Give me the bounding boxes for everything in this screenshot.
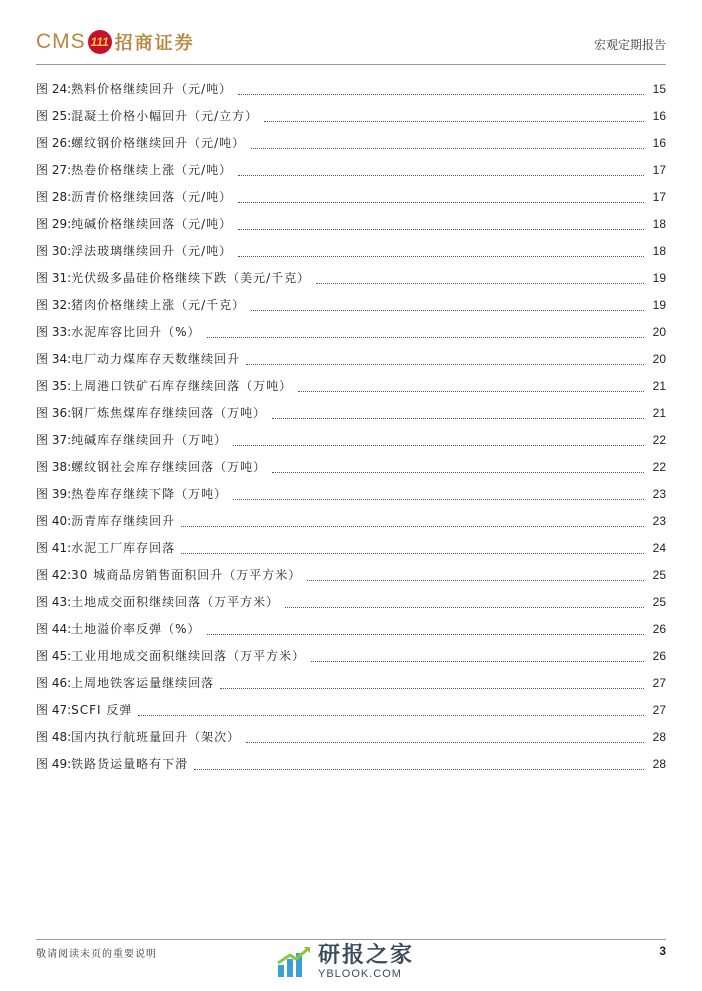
- page-ref: 15: [652, 81, 666, 96]
- dot-leader: [238, 255, 644, 257]
- page-ref: 18: [652, 243, 666, 258]
- page-ref: 17: [652, 162, 666, 177]
- toc-entry[interactable]: [36, 318, 666, 345]
- figure-title: 混凝土价格小幅回升（元/立方）: [71, 109, 259, 123]
- toc-entry[interactable]: [36, 75, 666, 102]
- figure-title: 螺纹钢价格继续回升（元/吨）: [71, 136, 246, 150]
- page-ref: 25: [652, 567, 666, 582]
- footer-disclaimer: 敬请阅读末页的重要说明: [36, 949, 157, 960]
- dot-leader: [285, 606, 644, 608]
- toc-entry[interactable]: [36, 480, 666, 507]
- dot-leader: [181, 525, 644, 527]
- figure-label: 图 49:: [36, 757, 72, 771]
- toc-entry[interactable]: [36, 696, 666, 723]
- figure-label: 图 36:: [36, 406, 72, 420]
- figure-label: 图 38:: [36, 460, 72, 474]
- page-ref: 27: [652, 675, 666, 690]
- figure-label: 图 34:: [36, 352, 72, 366]
- dot-leader: [246, 741, 644, 743]
- dot-leader: [238, 201, 644, 203]
- figure-label: 图 29:: [36, 217, 72, 231]
- figure-title: 电厂动力煤库存天数继续回升: [71, 352, 241, 366]
- figure-title: 水泥工厂库存回落: [71, 541, 176, 555]
- toc-entry[interactable]: [36, 372, 666, 399]
- logo-chinese-text: 招商证券: [114, 33, 195, 54]
- dot-leader: [316, 282, 644, 284]
- dot-leader: [272, 471, 644, 473]
- figure-label: 图 26:: [36, 136, 72, 150]
- figure-title: 铁路货运量略有下滑: [71, 757, 189, 771]
- dot-leader: [307, 579, 644, 581]
- page-ref: 19: [652, 270, 666, 285]
- toc-entry[interactable]: [36, 615, 666, 642]
- page-ref: 21: [652, 405, 666, 420]
- toc-entry[interactable]: [36, 507, 666, 534]
- report-type: 宏观定期报告: [593, 38, 666, 52]
- page-ref: 25: [652, 594, 666, 609]
- dot-leader: [181, 552, 644, 554]
- toc-entry[interactable]: [36, 561, 666, 588]
- figure-title: 热卷库存继续下降（万吨）: [71, 487, 228, 501]
- figure-title: 30 城商品房销售面积回升（万平方米）: [71, 568, 302, 582]
- figure-table-of-contents: [36, 75, 666, 777]
- figure-title: 沥青价格继续回落（元/吨）: [71, 190, 233, 204]
- figure-title: 土地溢价率反弹（%）: [71, 622, 201, 636]
- figure-title: 上周港口铁矿石库存继续回落（万吨）: [71, 379, 293, 393]
- figure-title: SCFI 反弹: [71, 703, 133, 717]
- figure-label: 图 40:: [36, 514, 72, 528]
- figure-label: 图 47:: [36, 703, 72, 717]
- logo-cms-text: CMS: [36, 30, 86, 53]
- dot-leader: [194, 768, 644, 770]
- page-ref: 26: [652, 621, 666, 636]
- figure-label: 图 41:: [36, 541, 72, 555]
- toc-entry[interactable]: [36, 156, 666, 183]
- toc-entry[interactable]: [36, 750, 666, 777]
- toc-entry[interactable]: [36, 210, 666, 237]
- dot-leader: [251, 309, 644, 311]
- watermark-cn: 研报之家: [318, 943, 415, 968]
- page-ref: 20: [652, 324, 666, 339]
- figure-label: 图 39:: [36, 487, 72, 501]
- dot-leader: [298, 390, 644, 392]
- toc-entry[interactable]: [36, 669, 666, 696]
- figure-title: 热卷价格继续上涨（元/吨）: [71, 163, 233, 177]
- dot-leader: [311, 660, 644, 662]
- dot-leader: [238, 228, 644, 230]
- brand-logo: [36, 22, 195, 62]
- dot-leader: [233, 498, 644, 500]
- page-ref: 20: [652, 351, 666, 366]
- toc-entry[interactable]: [36, 723, 666, 750]
- watermark: [276, 944, 414, 980]
- figure-label: 图 24:: [36, 82, 72, 96]
- figure-label: 图 44:: [36, 622, 72, 636]
- page-ref: 22: [652, 432, 666, 447]
- watermark-en: YBLOOK.COM: [318, 968, 402, 980]
- figure-label: 图 30:: [36, 244, 72, 258]
- header-divider: [36, 64, 666, 65]
- figure-label: 图 46:: [36, 676, 72, 690]
- dot-leader: [233, 444, 644, 446]
- page-ref: 24: [652, 540, 666, 555]
- figure-title: 纯碱库存继续回升（万吨）: [71, 433, 228, 447]
- figure-title: 光伏级多晶硅价格继续下跌（美元/千克）: [71, 271, 311, 285]
- logo-badge-icon: 111: [88, 30, 112, 54]
- page-ref: 16: [652, 135, 666, 150]
- dot-leader: [251, 147, 644, 149]
- dot-leader: [264, 120, 644, 122]
- figure-label: 图 35:: [36, 379, 72, 393]
- figure-label: 图 37:: [36, 433, 72, 447]
- figure-title: 工业用地成交面积继续回落（万平方米）: [71, 649, 306, 663]
- toc-entry[interactable]: [36, 102, 666, 129]
- toc-entry[interactable]: [36, 183, 666, 210]
- page-ref: 28: [652, 729, 666, 744]
- dot-leader: [246, 363, 644, 365]
- page-number: 3: [659, 944, 666, 958]
- page-ref: 23: [652, 486, 666, 501]
- page-ref: 19: [652, 297, 666, 312]
- toc-entry[interactable]: [36, 129, 666, 156]
- figure-label: 图 45:: [36, 649, 72, 663]
- toc-entry[interactable]: [36, 237, 666, 264]
- figure-label: 图 48:: [36, 730, 72, 744]
- page-ref: 27: [652, 702, 666, 717]
- toc-entry[interactable]: [36, 345, 666, 372]
- dot-leader: [238, 174, 644, 176]
- footer-divider: [36, 939, 666, 940]
- figure-label: 图 32:: [36, 298, 72, 312]
- page-ref: 16: [652, 108, 666, 123]
- toc-entry[interactable]: [36, 453, 666, 480]
- figure-title: 国内执行航班量回升（架次）: [71, 730, 241, 744]
- figure-title: 熟料价格继续回升（元/吨）: [71, 82, 233, 96]
- figure-title: 钢厂炼焦煤库存继续回落（万吨）: [71, 406, 267, 420]
- toc-entry[interactable]: [36, 588, 666, 615]
- figure-title: 水泥库容比回升（%）: [71, 325, 201, 339]
- figure-label: 图 33:: [36, 325, 72, 339]
- figure-title: 浮法玻璃继续回升（元/吨）: [71, 244, 233, 258]
- page-ref: 23: [652, 513, 666, 528]
- dot-leader: [238, 93, 644, 95]
- page-ref: 17: [652, 189, 666, 204]
- page-ref: 21: [652, 378, 666, 393]
- page-ref: 26: [652, 648, 666, 663]
- dot-leader: [207, 336, 644, 338]
- figure-title: 猪肉价格继续上涨（元/千克）: [71, 298, 246, 312]
- figure-label: 图 42:: [36, 568, 72, 582]
- figure-label: 图 43:: [36, 595, 72, 609]
- toc-entry[interactable]: [36, 264, 666, 291]
- page-header: [36, 22, 666, 62]
- dot-leader: [220, 687, 644, 689]
- figure-label: 图 27:: [36, 163, 72, 177]
- figure-title: 纯碱价格继续回落（元/吨）: [71, 217, 233, 231]
- dot-leader: [207, 633, 644, 635]
- dot-leader: [272, 417, 644, 419]
- page-ref: 28: [652, 756, 666, 771]
- toc-entry[interactable]: [36, 642, 666, 669]
- dot-leader: [138, 714, 644, 716]
- page-ref: 18: [652, 216, 666, 231]
- figure-label: 图 31:: [36, 271, 72, 285]
- toc-entry[interactable]: [36, 534, 666, 561]
- figure-title: 沥青库存继续回升: [71, 514, 176, 528]
- figure-title: 上周地铁客运量继续回落: [71, 676, 215, 690]
- figure-label: 图 28:: [36, 190, 72, 204]
- figure-label: 图 25:: [36, 109, 72, 123]
- toc-entry[interactable]: [36, 399, 666, 426]
- page-ref: 22: [652, 459, 666, 474]
- bar-chart-icon: [276, 945, 312, 979]
- figure-title: 土地成交面积继续回落（万平方米）: [71, 595, 280, 609]
- toc-entry[interactable]: [36, 291, 666, 318]
- toc-entry[interactable]: [36, 426, 666, 453]
- figure-title: 螺纹钢社会库存继续回落（万吨）: [71, 460, 267, 474]
